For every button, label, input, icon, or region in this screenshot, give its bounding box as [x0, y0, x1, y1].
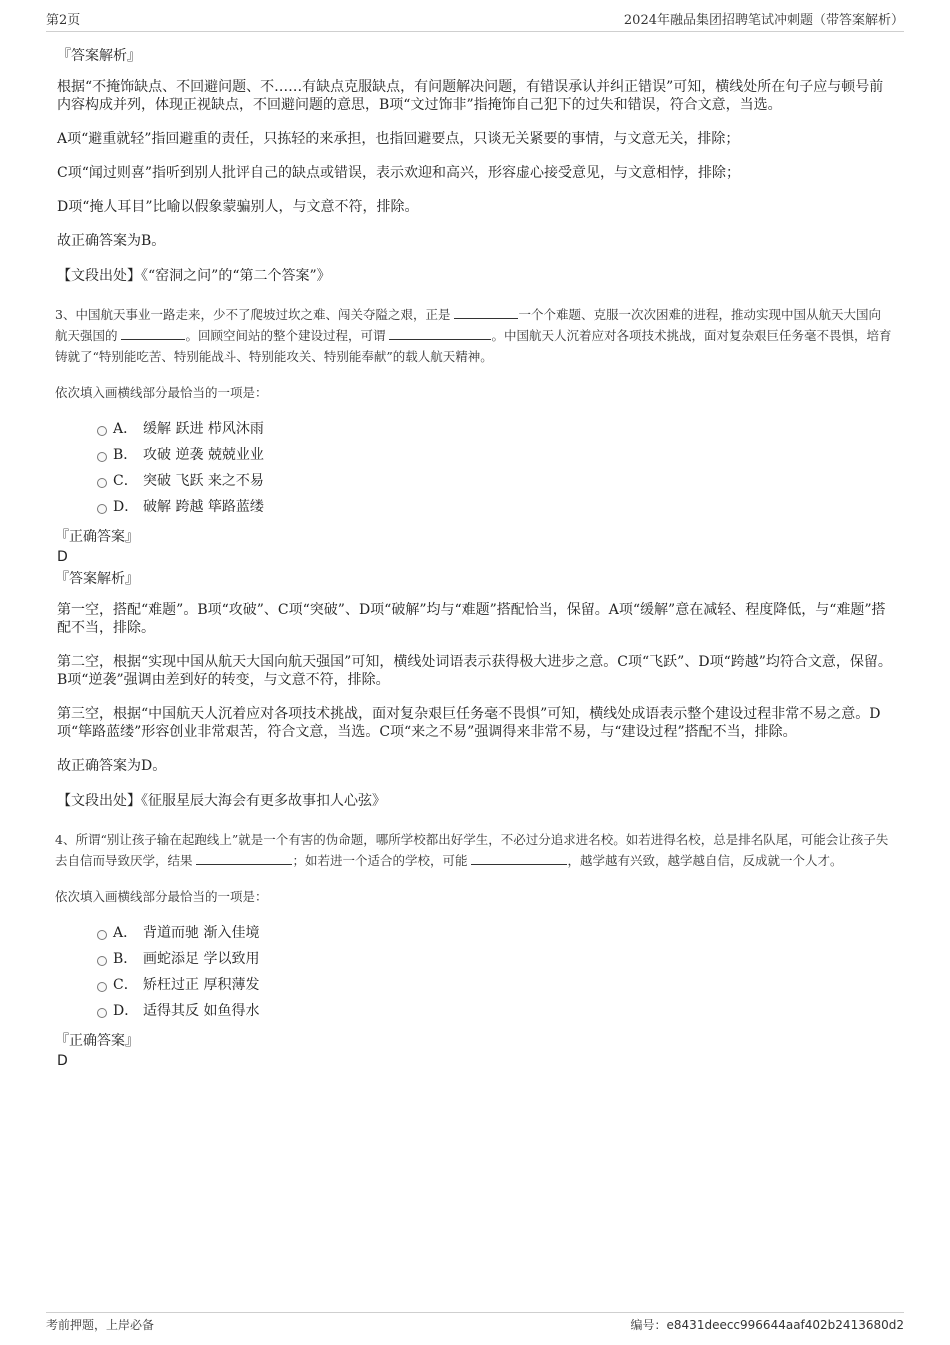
radio-icon[interactable]	[97, 1008, 107, 1018]
answer-blank	[121, 326, 185, 340]
analysis-paragraph: A项“避重就轻”指回避重的责任，只拣轻的来承担，也指回避要点，只谈无关紧要的事情，与文意无关，排除；	[57, 131, 740, 147]
option-c[interactable]: C． 矫枉过正 厚积薄发	[95, 972, 893, 998]
option-b[interactable]: B． 攻破 逆袭 兢兢业业	[95, 442, 893, 468]
question-3	[57, 304, 893, 811]
analysis-paragraph: C项“闻过则喜”指听到别人批评自己的缺点或错误，表示欢迎和高兴，形容虚心接受意见，与文意相悖，排除；	[57, 165, 741, 181]
question-stem: 4、所谓“别让孩子输在起跑线上”就是一个有害的伪命题，哪所学校都出好学生，不必过分追求进名校。如若进得名校，总是排名队尾，可能会让孩子失去自信而导致厌学，结果 ；如若进一个适合的学校，可能 ，越学越有兴致，越学越自信，反成就一个人才。	[55, 832, 889, 868]
analysis-paragraph: 根据“不掩饰缺点、不回避问题、不……有缺点克服缺点，有问题解决问题，有错误承认并纠正错误”可知，横线处所在句子应与顿号前内容构成并列，体现正视缺点，不回避问题的意思，B项“文过饰非”指掩饰自己犯下的过失和错误，符合文意，当选。	[57, 79, 884, 113]
question-instruction: 依次填入画横线部分最恰当的一项是：	[55, 889, 268, 904]
radio-icon[interactable]	[97, 504, 107, 514]
source-citation: 【文段出处】《征服星辰大海会有更多故事扣人心弦》	[57, 793, 386, 809]
radio-icon[interactable]	[97, 956, 107, 966]
radio-icon[interactable]	[97, 426, 107, 436]
question-stem: 3、中国航天事业一路走来，少不了爬坡过坎之难、闯关夺隘之艰，正是 一个个难题、克服一次次困难的进程，推动实现中国从航天大国向航天强国的 。回顾空间站的整个建设过程，可谓 。中国航天人沉着应对各项技术挑战，面对复杂艰巨任务毫不畏惧，培育铸就了“特别能吃苦、特别能战斗、特别能攻关、特别能奉献”的载人航天精神。	[55, 307, 892, 364]
code-label: 编号：	[630, 1318, 667, 1332]
radio-icon[interactable]	[97, 478, 107, 488]
code-value: e8431deecc996644aaf402b2413680d2	[666, 1318, 904, 1332]
option-d[interactable]: D． 适得其反 如鱼得水	[95, 998, 893, 1024]
analysis-conclusion: 故正确答案为D。	[57, 758, 167, 774]
footer-slogan: 考前押题，上岸必备	[46, 1318, 155, 1332]
option-a[interactable]: A． 背道而驰 渐入佳境	[95, 920, 893, 946]
source-citation: 【文段出处】《“窑洞之问”的“第二个答案”》	[57, 268, 331, 284]
correct-answer-value: D	[57, 1053, 68, 1069]
question-instruction: 依次填入画横线部分最恰当的一项是：	[55, 385, 268, 400]
option-b[interactable]: B． 画蛇添足 学以致用	[95, 946, 893, 972]
analysis-paragraph: 第二空，根据“实现中国从航天大国向航天强国”可知，横线处词语表示获得极大进步之意。C项“飞跃”、D项“跨越”均符合文意，保留。B项“逆袭”强调由差到好的转变，与文意不符，排除。	[57, 654, 892, 688]
document-title: 2024年融品集团招聘笔试冲刺题（带答案解析）	[623, 13, 904, 28]
option-d[interactable]: D． 破解 跨越 筚路蓝缕	[95, 494, 893, 520]
correct-answer-label: 『正确答案』	[55, 1033, 139, 1049]
question-4	[57, 829, 893, 1071]
option-list	[95, 920, 893, 1024]
analysis-conclusion: 故正确答案为B。	[57, 233, 166, 249]
analysis-paragraph: 第一空，搭配“难题”。B项“攻破”、C项“突破”、D项“破解”均与“难题”搭配恰当，保留。A项“缓解”意在减轻、程度降低，与“难题”搭配不当，排除。	[57, 602, 886, 636]
option-c[interactable]: C． 突破 飞跃 来之不易	[95, 468, 893, 494]
answer-blank	[389, 326, 491, 340]
q2-analysis	[57, 46, 893, 286]
analysis-paragraph: 第三空，根据“中国航天人沉着应对各项技术挑战，面对复杂艰巨任务毫不畏惧”可知，横线处成语表示整个建设过程非常不易之意。D项“筚路蓝缕”形容创业非常艰苦，符合文意，当选。C项“来之不易”强调得来非常不易，与“建设过程”搭配不当，排除。	[57, 706, 881, 740]
page-content	[57, 46, 893, 1073]
document-code	[631, 1315, 904, 1335]
answer-blank	[196, 851, 292, 865]
radio-icon[interactable]	[97, 930, 107, 940]
answer-blank	[454, 305, 518, 319]
page-footer	[46, 1312, 904, 1336]
option-list	[95, 416, 893, 520]
answer-blank	[471, 851, 567, 865]
analysis-paragraph: D项“掩人耳目”比喻以假象蒙骗别人，与文意不符，排除。	[57, 199, 419, 215]
page-header	[46, 12, 904, 32]
analysis-label: 『答案解析』	[57, 48, 141, 64]
radio-icon[interactable]	[97, 452, 107, 462]
analysis-label: 『答案解析』	[55, 571, 139, 587]
radio-icon[interactable]	[97, 982, 107, 992]
correct-answer-value: D	[57, 549, 68, 565]
page-number: 第2页	[46, 13, 81, 28]
option-a[interactable]: A． 缓解 跃进 栉风沐雨	[95, 416, 893, 442]
correct-answer-label: 『正确答案』	[55, 529, 139, 545]
